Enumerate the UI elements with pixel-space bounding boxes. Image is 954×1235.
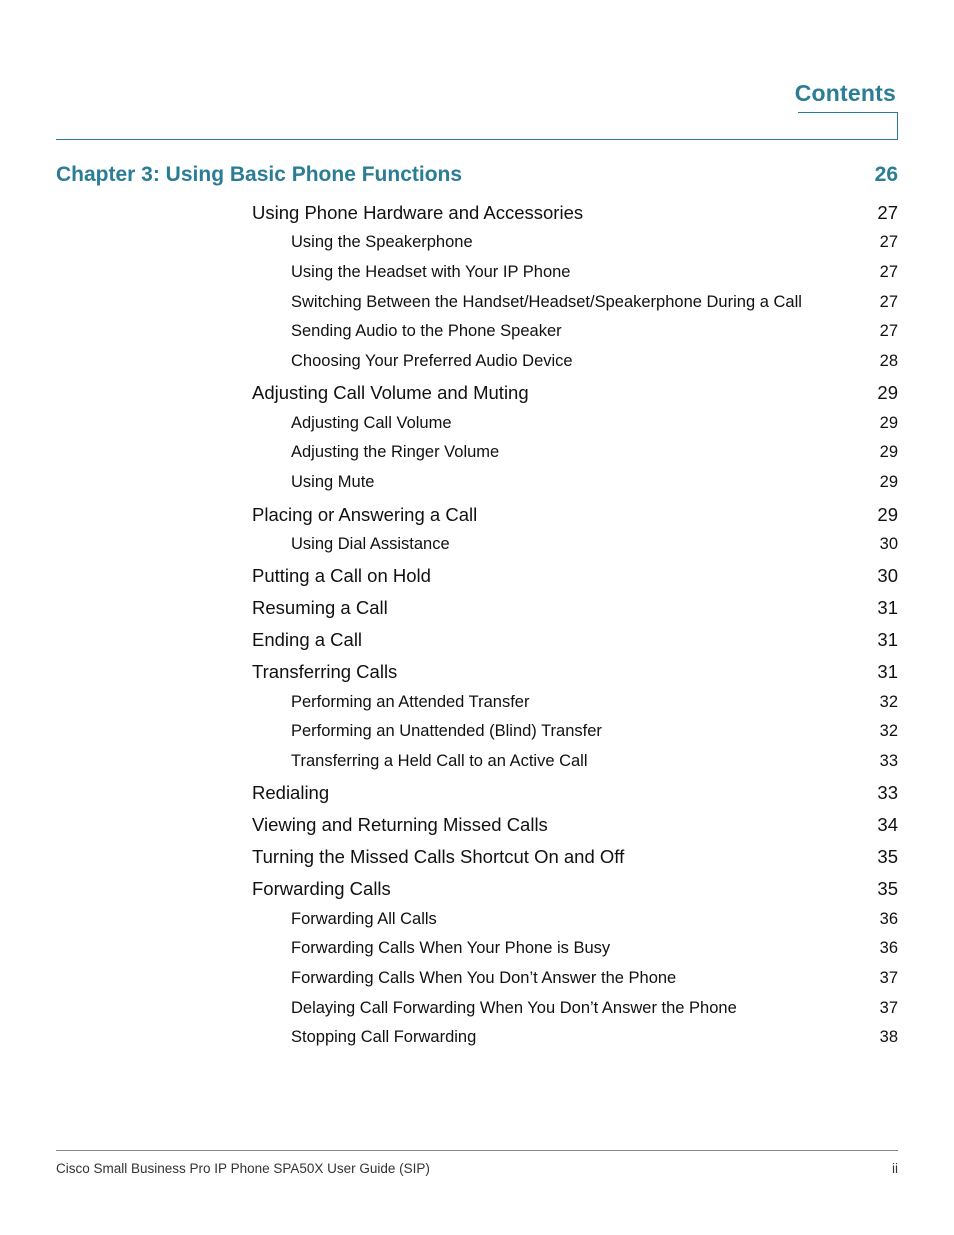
toc-entry-page-number: 34 <box>877 814 898 836</box>
toc-subsection-entry[interactable] <box>252 287 898 317</box>
toc-entry-title: Forwarding Calls When You Don’t Answer the Phone <box>291 968 677 987</box>
footer-divider <box>56 1150 898 1151</box>
toc-section-entry[interactable] <box>252 874 898 904</box>
toc-entry-title: Viewing and Returning Missed Calls <box>252 814 548 836</box>
toc-section-entry[interactable] <box>252 778 898 808</box>
toc-entry-title: Placing or Answering a Call <box>252 503 478 525</box>
footer-page-number: ii <box>892 1161 898 1176</box>
toc-entry-page-number: 31 <box>877 661 898 683</box>
toc-entry-title: Forwarding Calls When Your Phone is Busy <box>291 939 611 958</box>
toc-entry-page-number: 29 <box>877 382 898 404</box>
toc-section-entry[interactable] <box>252 593 898 623</box>
toc-entry-title: Using Mute <box>291 473 375 492</box>
toc-entry-page-number: 32 <box>879 722 898 741</box>
toc-entry-page-number: 30 <box>879 534 898 553</box>
toc-entry-page-number: 36 <box>879 939 898 958</box>
page-footer <box>56 1161 898 1176</box>
toc-entry-page-number: 37 <box>879 998 898 1017</box>
toc-subsection-entry[interactable] <box>252 530 898 560</box>
toc-subsection-entry[interactable] <box>252 687 898 717</box>
toc-entry-page-number: 27 <box>879 322 898 341</box>
toc-entry-page-number: 29 <box>879 443 898 462</box>
toc-entry-page-number: 27 <box>879 292 898 311</box>
toc-entry-title: Turning the Missed Calls Shortcut On and Off <box>252 846 625 868</box>
footer-document-title: Cisco Small Business Pro IP Phone SPA50X User Guide (SIP) <box>56 1161 430 1176</box>
toc-entry-page-number: 35 <box>877 846 898 868</box>
toc-subsection-entry[interactable] <box>252 258 898 288</box>
toc-entry-page-number: 38 <box>879 1028 898 1047</box>
toc-section-entry[interactable] <box>252 842 898 872</box>
header-frame <box>798 112 898 140</box>
toc-entry-page-number: 27 <box>879 233 898 252</box>
toc-entry-title: Performing an Attended Transfer <box>291 692 530 711</box>
toc-entry-page-number: 28 <box>879 352 898 371</box>
toc-entry-title: Delaying Call Forwarding When You Don’t Answer the Phone <box>291 998 737 1017</box>
toc-entry-title: Putting a Call on Hold <box>252 565 431 587</box>
toc-entry-title: Forwarding Calls <box>252 878 391 900</box>
toc-section-entry[interactable] <box>252 625 898 655</box>
toc-subsection-entry[interactable] <box>252 317 898 347</box>
chapter-page-number: 26 <box>874 163 898 186</box>
toc-entry-page-number: 31 <box>877 629 898 651</box>
toc-entry-page-number: 31 <box>877 597 898 619</box>
toc-entry-title: Using Phone Hardware and Accessories <box>252 202 584 223</box>
toc-entry-title: Resuming a Call <box>252 597 388 619</box>
toc-section-entry[interactable] <box>252 561 898 591</box>
toc-entry-title: Stopping Call Forwarding <box>291 1028 477 1047</box>
toc-entry-page-number: 32 <box>879 692 898 711</box>
toc-entry-page-number: 36 <box>879 909 898 928</box>
toc-entry-title: Redialing <box>252 782 330 804</box>
chapter-title: Chapter 3: Using Basic Phone Functions <box>56 163 463 186</box>
toc-entry-title: Ending a Call <box>252 629 363 651</box>
toc-entry-page-number: 29 <box>879 413 898 432</box>
toc-subsection-entry[interactable] <box>252 438 898 468</box>
toc-entry-page-number: 33 <box>879 751 898 770</box>
toc-subsection-entry[interactable] <box>252 904 898 934</box>
toc-subsection-entry[interactable] <box>252 347 898 377</box>
table-of-contents <box>252 196 898 1053</box>
toc-subsection-entry[interactable] <box>252 228 898 258</box>
toc-entry-title: Performing an Unattended (Blind) Transfer <box>291 722 602 741</box>
toc-chapter-entry[interactable] <box>56 160 898 190</box>
toc-entry-page-number: 35 <box>877 878 898 900</box>
toc-section-entry[interactable] <box>252 198 898 228</box>
toc-entry-page-number: 30 <box>877 565 898 587</box>
page-title: Contents <box>794 80 896 106</box>
toc-subsection-entry[interactable] <box>252 993 898 1023</box>
toc-entry-page-number: 27 <box>879 263 898 282</box>
toc-entry-title: Transferring Calls <box>252 661 398 683</box>
toc-entry-title: Using Dial Assistance <box>291 534 450 553</box>
toc-subsection-entry[interactable] <box>252 1023 898 1053</box>
toc-subsection-entry[interactable] <box>252 934 898 964</box>
toc-subsection-entry[interactable] <box>252 964 898 994</box>
toc-entry-title: Sending Audio to the Phone Speaker <box>291 322 562 341</box>
toc-entry-title: Using the Speakerphone <box>291 233 473 252</box>
toc-entry-title: Forwarding All Calls <box>291 909 437 928</box>
toc-entry-title: Adjusting Call Volume <box>291 413 452 432</box>
toc-subsection-entry[interactable] <box>252 408 898 438</box>
toc-entry-title: Transferring a Held Call to an Active Call <box>291 751 588 770</box>
toc-entry-page-number: 33 <box>877 782 898 804</box>
toc-entry-title: Switching Between the Handset/Headset/Speakerphone During a Call <box>291 292 802 311</box>
toc-subsection-entry[interactable] <box>252 468 898 498</box>
header-divider <box>56 139 898 140</box>
toc-subsection-entry[interactable] <box>252 747 898 777</box>
toc-entry-title: Adjusting Call Volume and Muting <box>252 382 529 404</box>
toc-section-entry[interactable] <box>252 500 898 530</box>
toc-entry-title: Using the Headset with Your IP Phone <box>291 263 571 282</box>
toc-entry-page-number: 29 <box>877 503 898 525</box>
toc-entry-page-number: 27 <box>877 202 898 223</box>
toc-entry-title: Choosing Your Preferred Audio Device <box>291 352 573 371</box>
toc-entry-page-number: 29 <box>879 473 898 492</box>
toc-section-entry[interactable] <box>252 657 898 687</box>
toc-section-entry[interactable] <box>252 810 898 840</box>
toc-subsection-entry[interactable] <box>252 717 898 747</box>
toc-entry-page-number: 37 <box>879 968 898 987</box>
toc-section-entry[interactable] <box>252 378 898 408</box>
toc-entry-title: Adjusting the Ringer Volume <box>291 443 500 462</box>
